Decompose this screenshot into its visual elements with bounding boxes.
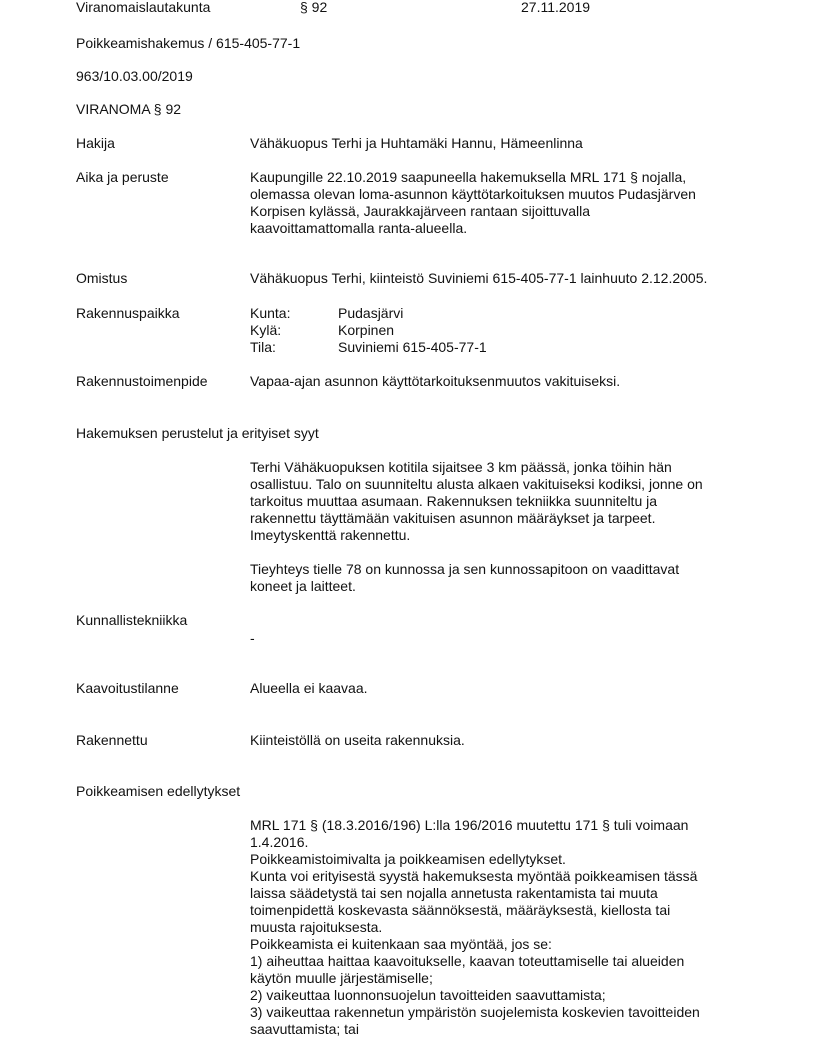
conditions-label: Poikkeamisen edellytykset xyxy=(76,783,241,799)
zoning-value: Alueella ei kaavaa. xyxy=(250,680,368,696)
zoning-label: Kaavoitustilanne xyxy=(76,680,179,696)
conditions-text: MRL 171 § (18.3.2016/196) L:lla 196/2016 muutettu 171 § tuli voimaan 1.4.2016. Poikkeamistoimivalta ja poikkeamisen edellytykset. Kunta voi erityisestä syystä hakemuksesta myöntää poikkeamisen tässä laissa säädetystä tai sen nojalla annetusta rakentamista tai muuta toimenpidettä koskevasta säännöksestä, määräyksestä, kiellosta tai muusta rajoituksesta. Poikkeamista ei kuitenkaan saa myöntää, jos se: 1) aiheuttaa haittaa kaavoitukselle, kaavan toteuttamiselle tai alueiden käytön muulle järjestämiselle; 2) vaikeuttaa luonnonsuojelun tavoitteiden saavuttamista; 3) vaikeuttaa rakennetun ympäristön suojelemista koskevien tavoitteiden saavuttamista; tai xyxy=(250,817,700,1037)
record-id: 963/10.03.00/2019 xyxy=(76,68,193,84)
site-municipality-value: Pudasjärvi xyxy=(338,305,404,321)
header-org: Viranomaislautakunta xyxy=(76,0,211,15)
site-municipality-key: Kunta: xyxy=(250,305,291,321)
applicant-value: Vähäkuopus Terhi ja Huhtamäki Hannu, Hämeenlinna xyxy=(250,135,583,151)
ownership-value: Vähäkuopus Terhi, kiinteistö Suviniemi 615-405-77-1 lainhuuto 2.12.2005. xyxy=(250,270,708,286)
utilities-value: - xyxy=(250,630,255,646)
ownership-label: Omistus xyxy=(76,270,128,286)
building-action-value: Vapaa-ajan asunnon käyttötarkoituksenmuutos vakituiseksi. xyxy=(250,373,621,389)
justification-label: Hakemuksen perustelut ja erityiset syyt xyxy=(76,425,319,441)
section-heading: VIRANOMA § 92 xyxy=(76,101,182,117)
applicant-label: Hakija xyxy=(76,135,115,151)
building-action-label: Rakennustoimenpide xyxy=(76,373,208,389)
site-village-value: Korpinen xyxy=(338,322,395,338)
utilities-label: Kunnallistekniikka xyxy=(76,612,188,628)
built-value: Kiinteistöllä on useita rakennuksia. xyxy=(250,732,465,748)
justification-paragraph-1: Terhi Vähäkuopuksen kotitila sijaitsee 3 km päässä, jonka töihin hän osallistuu. Talo on suunniteltu alusta alkaen vakituiseksi kodiksi, jonne on tarkoitus muuttaa asumaan. Rakennuksen tekniikka suunniteltu ja rakennettu täyttämään vakituisen asunnon määräykset ja tarpeet. Imeytyskenttä rakennettu. xyxy=(250,459,703,543)
built-label: Rakennettu xyxy=(76,732,148,748)
site-estate-key: Tila: xyxy=(250,339,276,355)
justification-paragraph-2: Tieyhteys tielle 78 on kunnossa ja sen kunnossapitoon on vaadittavat koneet ja laitteet. xyxy=(250,561,680,594)
site-village-key: Kylä: xyxy=(250,322,282,338)
time-basis-text: Kaupungille 22.10.2019 saapuneella hakemuksella MRL 171 § nojalla, olemassa olevan loma-asunnon käyttötarkoituksen muutos Pudasjärven Korpisen kylässä, Jaurakkajärveen rantaan sijoittuvalla kaavoittamattomalla ranta-alueella. xyxy=(250,169,696,236)
subject-line: Poikkeamishakemus / 615-405-77-1 xyxy=(76,35,301,51)
time-basis-label: Aika ja peruste xyxy=(76,169,169,185)
header-date: 27.11.2019 xyxy=(521,0,591,15)
header-section: § 92 xyxy=(300,0,328,15)
site-estate-value: Suviniemi 615-405-77-1 xyxy=(338,339,487,355)
building-site-label: Rakennuspaikka xyxy=(76,305,180,321)
